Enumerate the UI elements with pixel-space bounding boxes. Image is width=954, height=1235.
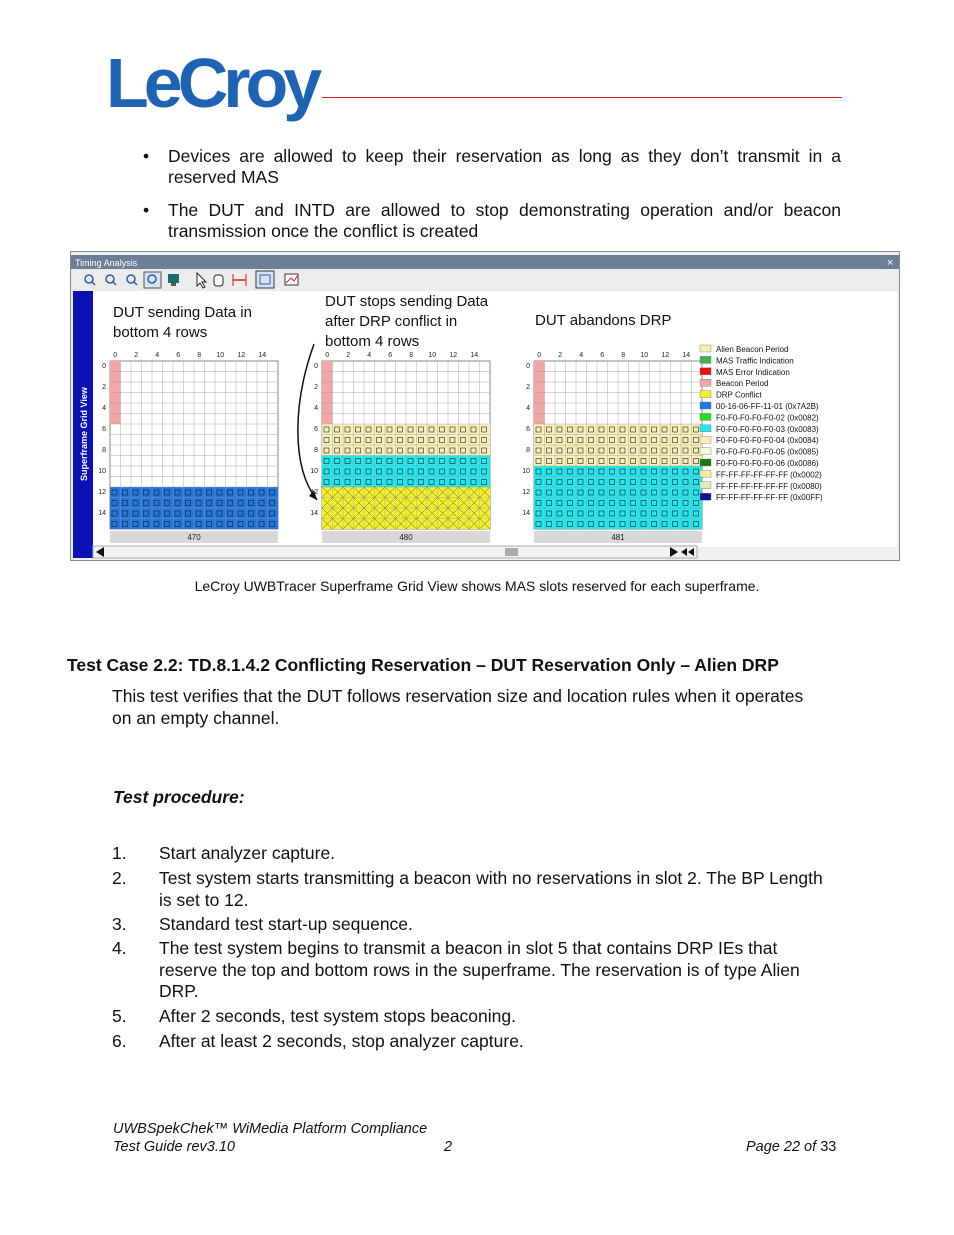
scroll-thumb[interactable] <box>505 548 518 556</box>
legend-label: F0-F0-F0-F0-F0-04 (0x0084) <box>716 436 819 446</box>
horizontal-scrollbar[interactable] <box>93 546 697 558</box>
step-number: 6. <box>112 1031 127 1051</box>
legend-swatch <box>700 345 711 352</box>
column-tick-label: 14 <box>258 352 267 359</box>
legend-swatch <box>700 356 711 363</box>
legend-swatch <box>700 482 711 489</box>
annotation-1-line1: DUT sending Data in <box>113 304 252 321</box>
window-title-bar <box>71 255 899 269</box>
legend-label: FF-FF-FF-FF-FF-FF (0x0080) <box>716 481 822 491</box>
column-tick-label: 0 <box>325 352 330 359</box>
bullet-symbol: • <box>143 200 150 220</box>
column-tick-label: 14 <box>470 352 479 359</box>
legend-label: F0-F0-F0-F0-F0-06 (0x0086) <box>716 459 819 468</box>
footer-page <box>746 1139 836 1155</box>
legend-swatch <box>700 448 711 455</box>
legend-swatch <box>700 425 711 432</box>
column-tick-label: 6 <box>176 352 181 359</box>
row-tick-label: 6 <box>102 426 106 433</box>
step-text: Test system starts transmitting a beacon with no reservations in slot 2. The BP Length is set to 12. <box>159 868 823 910</box>
column-tick-label: 6 <box>600 352 605 359</box>
legend-swatch <box>700 459 711 466</box>
bullet-text: The DUT and INTD are allowed to stop demonstrating operation and/or beacon transmission once the conflict is created <box>168 200 841 241</box>
step-number: 4. <box>112 938 127 958</box>
superframe-grid <box>310 352 490 543</box>
column-tick-label: 6 <box>388 352 393 359</box>
row-tick-label: 10 <box>98 468 106 475</box>
annotation-1-line2: bottom 4 rows <box>113 324 208 341</box>
step-text: After at least 2 seconds, stop analyzer capture. <box>159 1031 524 1051</box>
legend-item <box>700 402 819 411</box>
row-tick-label: 6 <box>526 426 530 433</box>
legend-item <box>700 425 819 434</box>
legend-swatch <box>700 493 711 500</box>
annotation-3: DUT abandons DRP <box>535 312 672 329</box>
lecroy-logo: LeCroy <box>106 44 318 122</box>
column-tick-label: 2 <box>558 352 563 359</box>
column-tick-label: 2 <box>346 352 351 359</box>
chart-icon[interactable] <box>285 274 298 285</box>
timing-analysis-screenshot <box>70 251 900 561</box>
legend-swatch <box>700 436 711 443</box>
expand-icon[interactable] <box>256 271 274 288</box>
footer-page-prefix: Page 22 of <box>746 1139 817 1155</box>
superframe-grid <box>522 352 702 543</box>
legend-label: F0-F0-F0-F0-F0-02 (0x0082) <box>716 413 819 423</box>
row-tick-label: 2 <box>102 384 106 391</box>
step-text: After 2 seconds, test system stops beaconing. <box>159 1006 516 1026</box>
row-tick-label: 12 <box>522 489 530 496</box>
legend-label: Alien Beacon Period <box>716 345 789 354</box>
column-tick-label: 4 <box>367 352 372 359</box>
toolbar <box>71 269 899 291</box>
footer-page-total: 33 <box>820 1139 837 1155</box>
column-tick-label: 0 <box>537 352 542 359</box>
superframe-grids <box>98 352 702 543</box>
row-tick-label: 12 <box>310 489 318 496</box>
row-tick-label: 8 <box>102 447 106 454</box>
legend-label: FF-FF-FF-FF-FF-FF (0x00FF) <box>716 493 823 503</box>
bullet-item <box>143 146 843 190</box>
legend-label: 00-16-06-FF-11-01 (0x7A2B) <box>716 402 819 411</box>
row-tick-label: 12 <box>98 489 106 496</box>
legend-swatch <box>700 379 711 386</box>
row-tick-label: 10 <box>310 468 318 475</box>
procedure-title: Test procedure: <box>113 787 245 807</box>
legend-label: F0-F0-F0-F0-F0-03 (0x0083) <box>716 424 819 434</box>
column-tick-label: 10 <box>216 352 225 359</box>
column-tick-label: 4 <box>155 352 160 359</box>
row-tick-label: 14 <box>98 510 106 517</box>
superframe-number: 481 <box>611 533 625 542</box>
row-tick-label: 2 <box>526 384 530 391</box>
legend-item <box>700 482 822 491</box>
row-tick-label: 0 <box>526 363 530 370</box>
bullet-symbol: • <box>143 146 150 166</box>
zoom-select-icon[interactable] <box>144 272 161 288</box>
legend-label: FF-FF-FF-FF-FF-FF (0x0002) <box>716 470 822 480</box>
step-number: 2. <box>112 868 127 888</box>
figure-caption: LeCroy UWBTracer Superframe Grid View shows MAS slots reserved for each superframe. <box>194 578 760 594</box>
column-tick-label: 12 <box>449 352 458 359</box>
legend-item <box>700 413 819 422</box>
annotation-2-line1: DUT stops sending Data <box>325 293 489 310</box>
row-tick-label: 4 <box>526 405 530 412</box>
column-tick-label: 12 <box>237 352 246 359</box>
annotation-2-line2: after DRP conflict in <box>325 313 458 330</box>
header-rule <box>322 97 842 98</box>
row-tick-label: 14 <box>522 510 530 517</box>
legend-swatch <box>700 368 711 375</box>
column-tick-label: 10 <box>640 352 649 359</box>
legend-swatch <box>700 402 711 409</box>
column-tick-label: 10 <box>428 352 437 359</box>
step-text: Start analyzer capture. <box>159 843 336 863</box>
column-tick-label: 2 <box>134 352 139 359</box>
legend-label: F0-F0-F0-F0-F0-05 (0x0085) <box>716 447 819 457</box>
side-tab-label: Superframe Grid View <box>79 387 89 481</box>
footer-number: 2 <box>444 1139 453 1155</box>
legend-item <box>700 493 823 502</box>
close-icon[interactable]: × <box>887 257 894 269</box>
row-tick-label: 2 <box>314 384 318 391</box>
row-tick-label: 8 <box>526 447 530 454</box>
row-tick-label: 8 <box>314 447 318 454</box>
column-tick-label: 8 <box>409 352 414 359</box>
step-text: The test system begins to transmit a beacon in slot 5 that contains DRP IEs that reserve the top and bottom rows in the superframe. The reservation is of type Alien DRP. <box>159 938 800 1001</box>
legend-label: MAS Traffic Indication <box>716 356 794 366</box>
row-tick-label: 4 <box>102 405 106 412</box>
step-number: 5. <box>112 1006 127 1026</box>
test-case-intro: This test verifies that the DUT follows reservation size and location rules when it operates on an empty channel. <box>112 686 804 728</box>
bullet-item <box>143 200 843 244</box>
row-tick-label: 0 <box>102 363 106 370</box>
superframe-number: 480 <box>399 533 413 542</box>
footer-revision: Test Guide rev3.10 <box>113 1139 235 1155</box>
step-text: Standard test start-up sequence. <box>159 914 413 934</box>
legend-swatch <box>700 391 711 398</box>
legend-label: Beacon Period <box>716 379 769 389</box>
bullet-text: Devices are allowed to keep their reservation as long as they don’t transmit in a reserved MAS <box>168 146 841 187</box>
step-number: 1. <box>112 843 127 863</box>
column-tick-label: 8 <box>197 352 202 359</box>
row-tick-label: 4 <box>314 405 318 412</box>
legend-item <box>700 459 819 468</box>
column-tick-label: 0 <box>113 352 118 359</box>
legend-swatch <box>700 413 711 420</box>
annotation-2-line3: bottom 4 rows <box>325 333 420 350</box>
row-tick-label: 10 <box>522 468 530 475</box>
column-tick-label: 12 <box>661 352 670 359</box>
hand-icon[interactable] <box>214 275 223 286</box>
legend-label: DRP Conflict <box>716 390 762 400</box>
column-tick-label: 4 <box>579 352 584 359</box>
footer-title: UWBSpekChek™ WiMedia Platform Compliance <box>113 1121 428 1137</box>
legend-item <box>700 436 819 445</box>
legend-item <box>700 448 819 457</box>
window-title: Timing Analysis <box>75 258 138 268</box>
legend-swatch <box>700 470 711 477</box>
column-tick-label: 14 <box>682 352 691 359</box>
legend-item <box>700 470 822 479</box>
test-case-heading: Test Case 2.2: TD.8.1.4.2 Conflicting Reservation – DUT Reservation Only – Alien DRP <box>67 655 779 675</box>
legend-label: MAS Error Indication <box>716 367 790 377</box>
timing-analysis-window <box>71 252 899 560</box>
superframe-number: 470 <box>187 533 201 542</box>
row-tick-label: 6 <box>314 426 318 433</box>
superframe-grid <box>98 352 278 543</box>
step-number: 3. <box>112 914 127 934</box>
column-tick-label: 8 <box>621 352 626 359</box>
row-tick-label: 0 <box>314 363 318 370</box>
row-tick-label: 14 <box>310 510 318 517</box>
